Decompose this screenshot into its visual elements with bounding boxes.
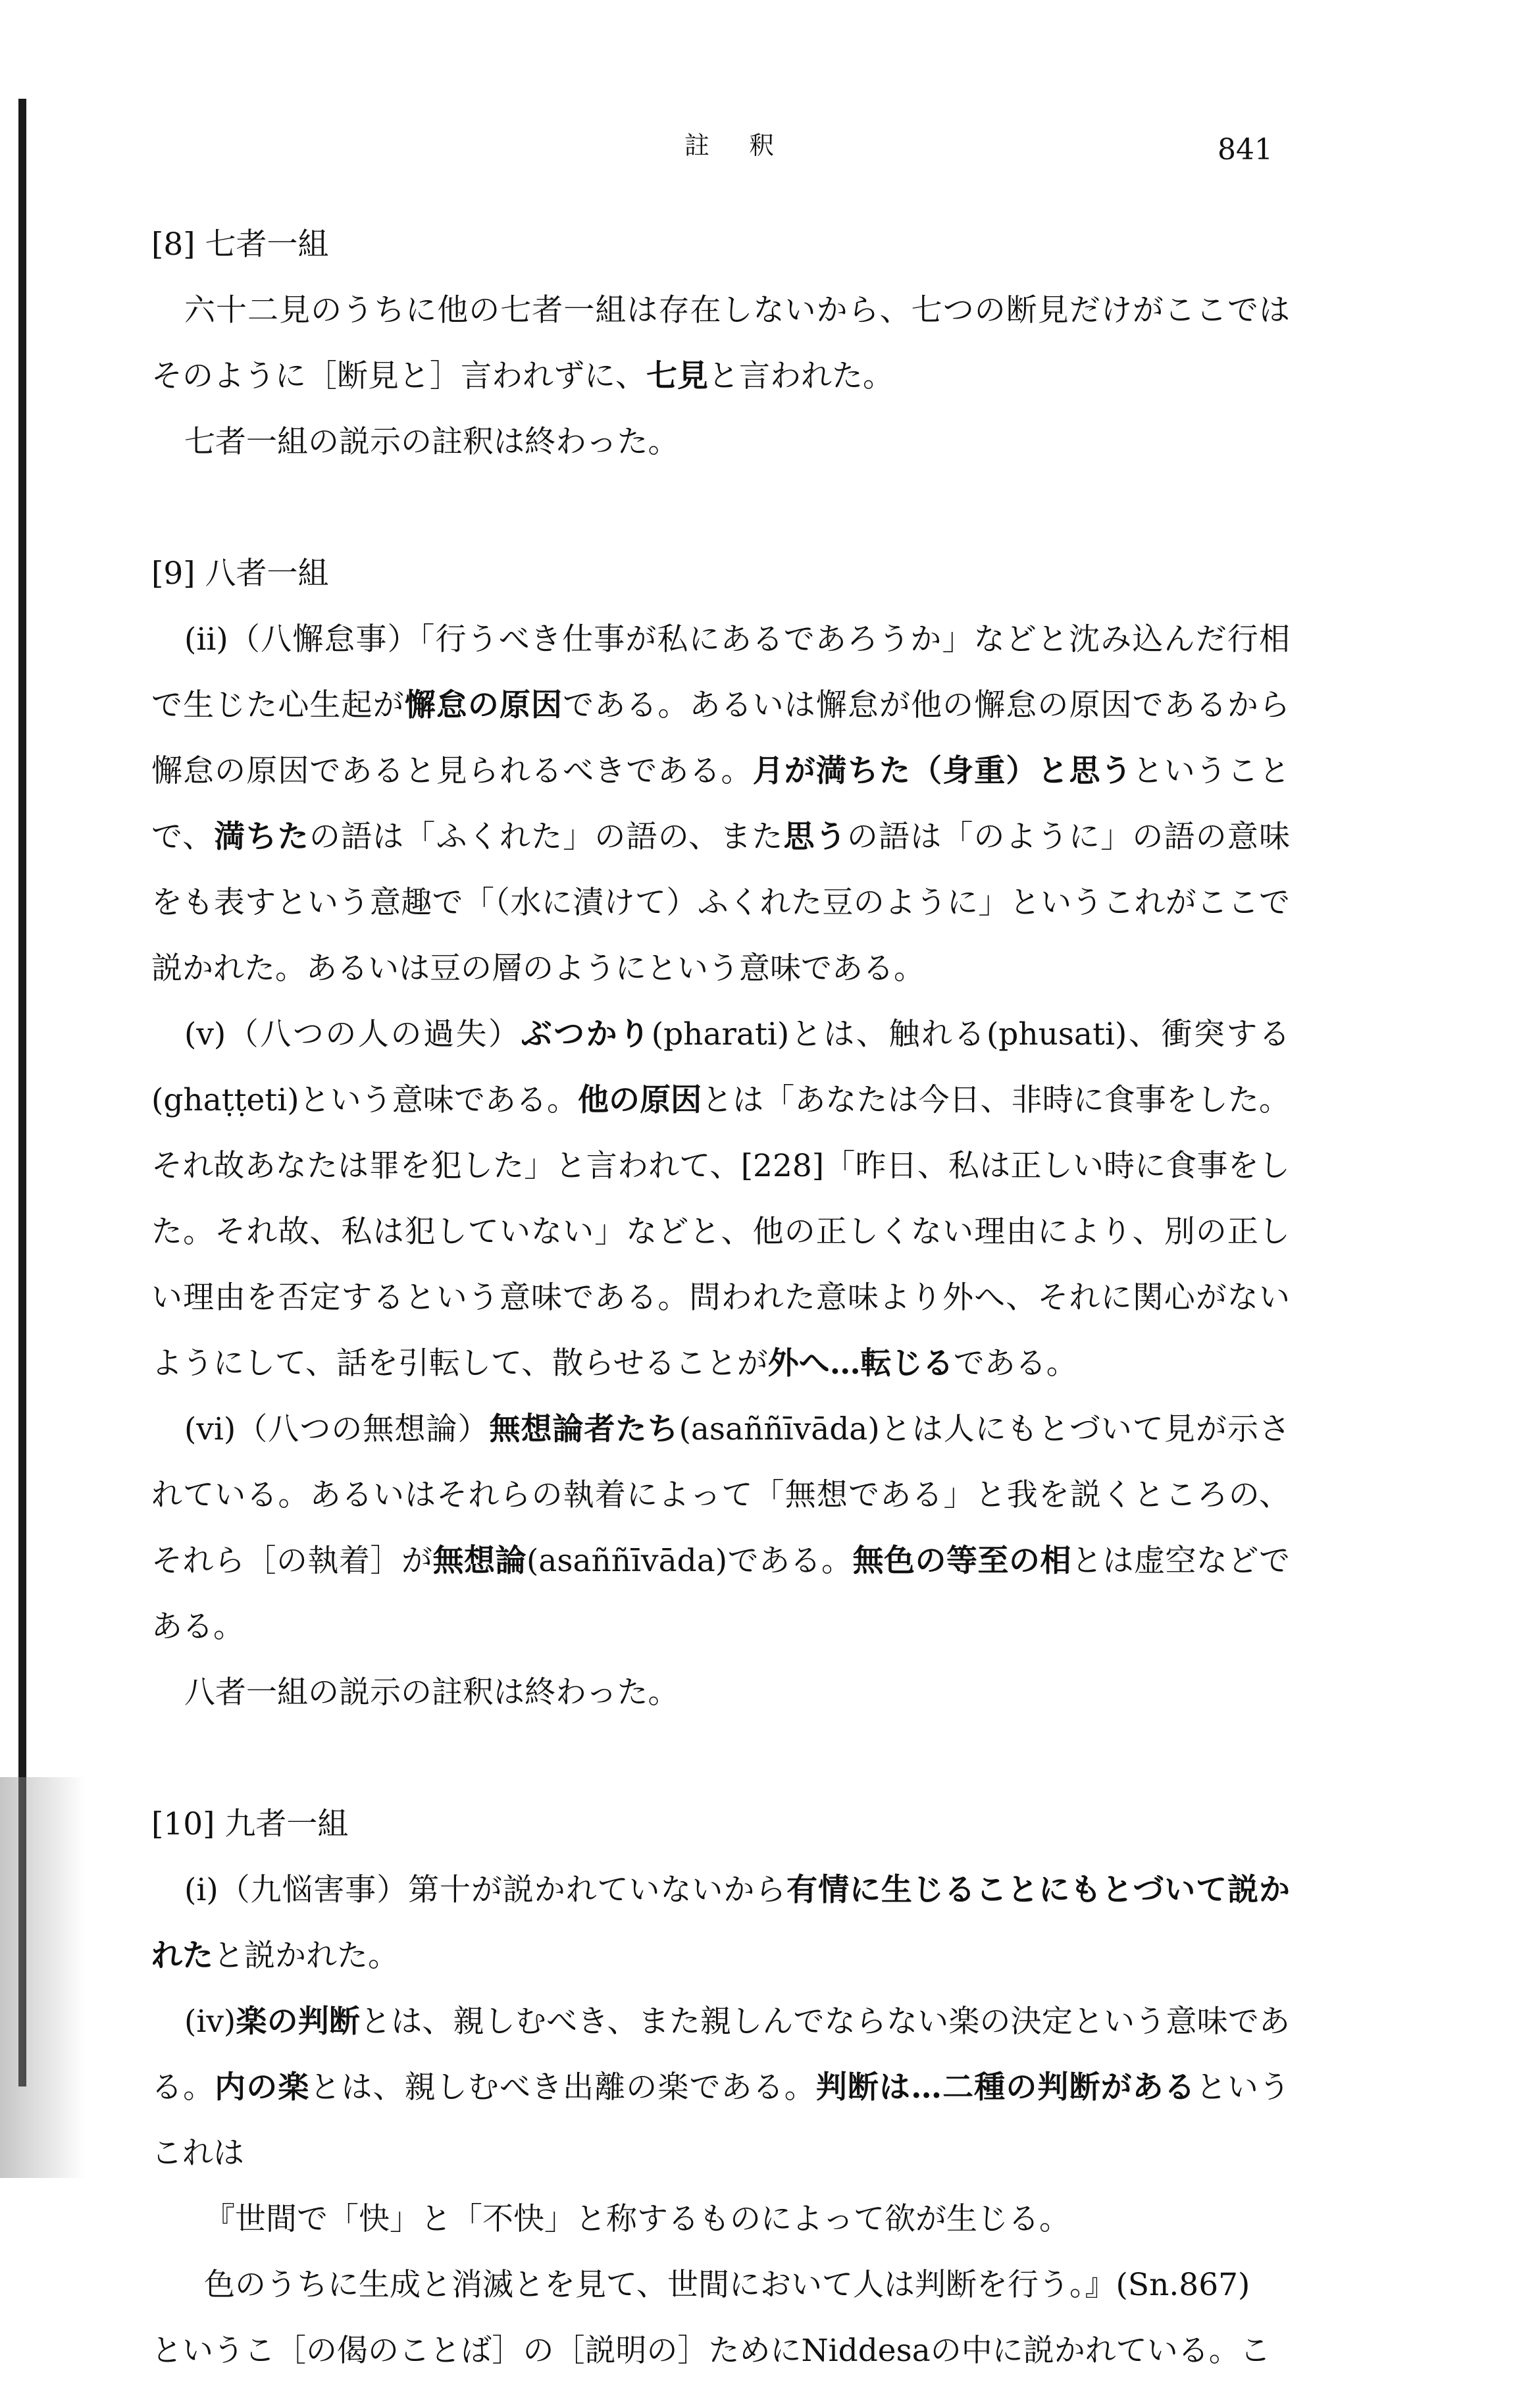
text-run: (iv) [184, 2004, 236, 2040]
section-closing-line [151, 1660, 1290, 1726]
text-run: (ii)（八懈怠事）「行うべき仕事が私にあるであろうか」などと沈み込んだ行相で生じた心生起が [151, 621, 1290, 723]
text-run: 『世間で「快」と「不快」と称するものによって欲が生じる。 [204, 2201, 1070, 2237]
paragraph [151, 1002, 1290, 1397]
text-run: と言われた。 [708, 358, 894, 394]
bold-term: 判断は…二種の判断がある [815, 2069, 1196, 2106]
text-run: (pharati)とは、触れる(phusati)、衝突する(ghaṭṭeti)という意味である。 [151, 1016, 1290, 1118]
section-title: [10] 九者一組 [151, 1806, 349, 1842]
page-header [0, 125, 1540, 178]
paragraph-continuation [151, 2318, 1290, 2384]
text-run: (asaññīvāda)とは人にもとづいて見が示されている。あるいはそれらの執着によって「無想である」と我を説くところの、それら［の執着］が [151, 1411, 1290, 1579]
bold-term: 楽の判断 [236, 2004, 361, 2040]
bold-term: 内の楽 [215, 2069, 310, 2106]
bold-term: 無想論 [432, 1543, 526, 1579]
page-body [151, 212, 1290, 2384]
bold-term: 月が満ちた（身重）と思う [752, 753, 1133, 789]
text-run: である。あるいは懈怠が他の懈怠の原因であるから懈怠の原因であると見られるべきである。 [151, 687, 1291, 789]
text-run: の語は「ふくれた」の語の、また [309, 819, 784, 855]
text-run: と説かれた。 [213, 1938, 399, 1974]
paragraph [151, 1857, 1290, 1989]
running-title: 註 釈 [684, 131, 790, 160]
text-run: 六十二見のうちに他の七者一組は存在しないから、七つの断見だけがここではそのように［断見と］言われずに、 [151, 292, 1290, 394]
text-run: ということで、 [151, 753, 1291, 855]
bold-term: 外へ…転じる [767, 1345, 954, 1382]
bold-term: 満ちた [214, 819, 309, 855]
paragraph [151, 278, 1290, 409]
bold-term: 無想論者たち [489, 1411, 679, 1447]
section-10 [151, 1792, 1290, 2384]
bold-term: 懈怠の原因 [404, 687, 563, 723]
section-9 [151, 541, 1290, 1726]
section-title: [9] 八者一組 [151, 556, 329, 592]
text-run: 八者一組の説示の註釈は終わった。 [184, 1674, 679, 1711]
verse-line [151, 2187, 1290, 2252]
text-run: 色のうちに生成と消滅とを見て、世間において人は判断を行う。』(Sn.867) [204, 2267, 1250, 2303]
text-run: (i)（九悩害事）第十が説かれていないから [184, 1872, 787, 1908]
bold-term: 思う [783, 819, 847, 855]
text-run: とは虚空などである。 [151, 1543, 1291, 1645]
bold-term: 他の原因 [578, 1082, 702, 1118]
scan-shading [0, 1777, 86, 2178]
text-run: とは、親しむべき出離の楽である。 [309, 2069, 816, 2106]
verse-line [151, 2252, 1290, 2318]
bold-term: 無色の等至の相 [852, 1543, 1072, 1579]
page-number: 841 [1218, 133, 1273, 167]
bold-term: 有情に生じることにもとづいて説かれた [151, 1872, 1290, 1974]
bold-term: 七見 [646, 358, 708, 394]
text-run: の語は「のように」の語の意味をも表すという意趣で「（水に漬けて）ふくれた豆のように」というこれがここで説かれた。あるいは豆の層のようにという意味である。 [151, 819, 1291, 987]
bold-term: ぶつかり [521, 1016, 652, 1052]
text-run: (asaññīvāda)である。 [526, 1543, 853, 1579]
text-run: (vi)（八つの無想論） [184, 1411, 490, 1447]
text-run: というこれは [151, 2069, 1291, 2171]
text-run: とは、親しむべき、また親しんでならない楽の決定という意味である。 [151, 2004, 1290, 2106]
section-closing-line [151, 409, 1290, 475]
paragraph [151, 607, 1290, 1002]
text-run: というこ［の偈のことば］の［説明の］ためにNiddesaの中に説かれている。こ [151, 2333, 1271, 2369]
paragraph [151, 1397, 1290, 1660]
section-title: [8] 七者一組 [151, 226, 329, 263]
text-run: とは「あなたは今日、非時に食事をした。それ故あなたは罪を犯した」と言われて、[228]「昨日、私は正しい時に食事をした。それ故、私は犯していない」などと、他の正しくない理由により、別の正しい理由を否定するという意味である。問われた意味より外へ、それに関心がないようにして、話を引転して、散らせることが [151, 1082, 1291, 1382]
text-run: (v)（八つの人の過失） [184, 1016, 521, 1052]
text-run: 七者一組の説示の註釈は終わった。 [184, 424, 679, 460]
text-run: である。 [953, 1345, 1077, 1382]
section-8 [151, 212, 1290, 475]
paragraph [151, 1989, 1290, 2187]
